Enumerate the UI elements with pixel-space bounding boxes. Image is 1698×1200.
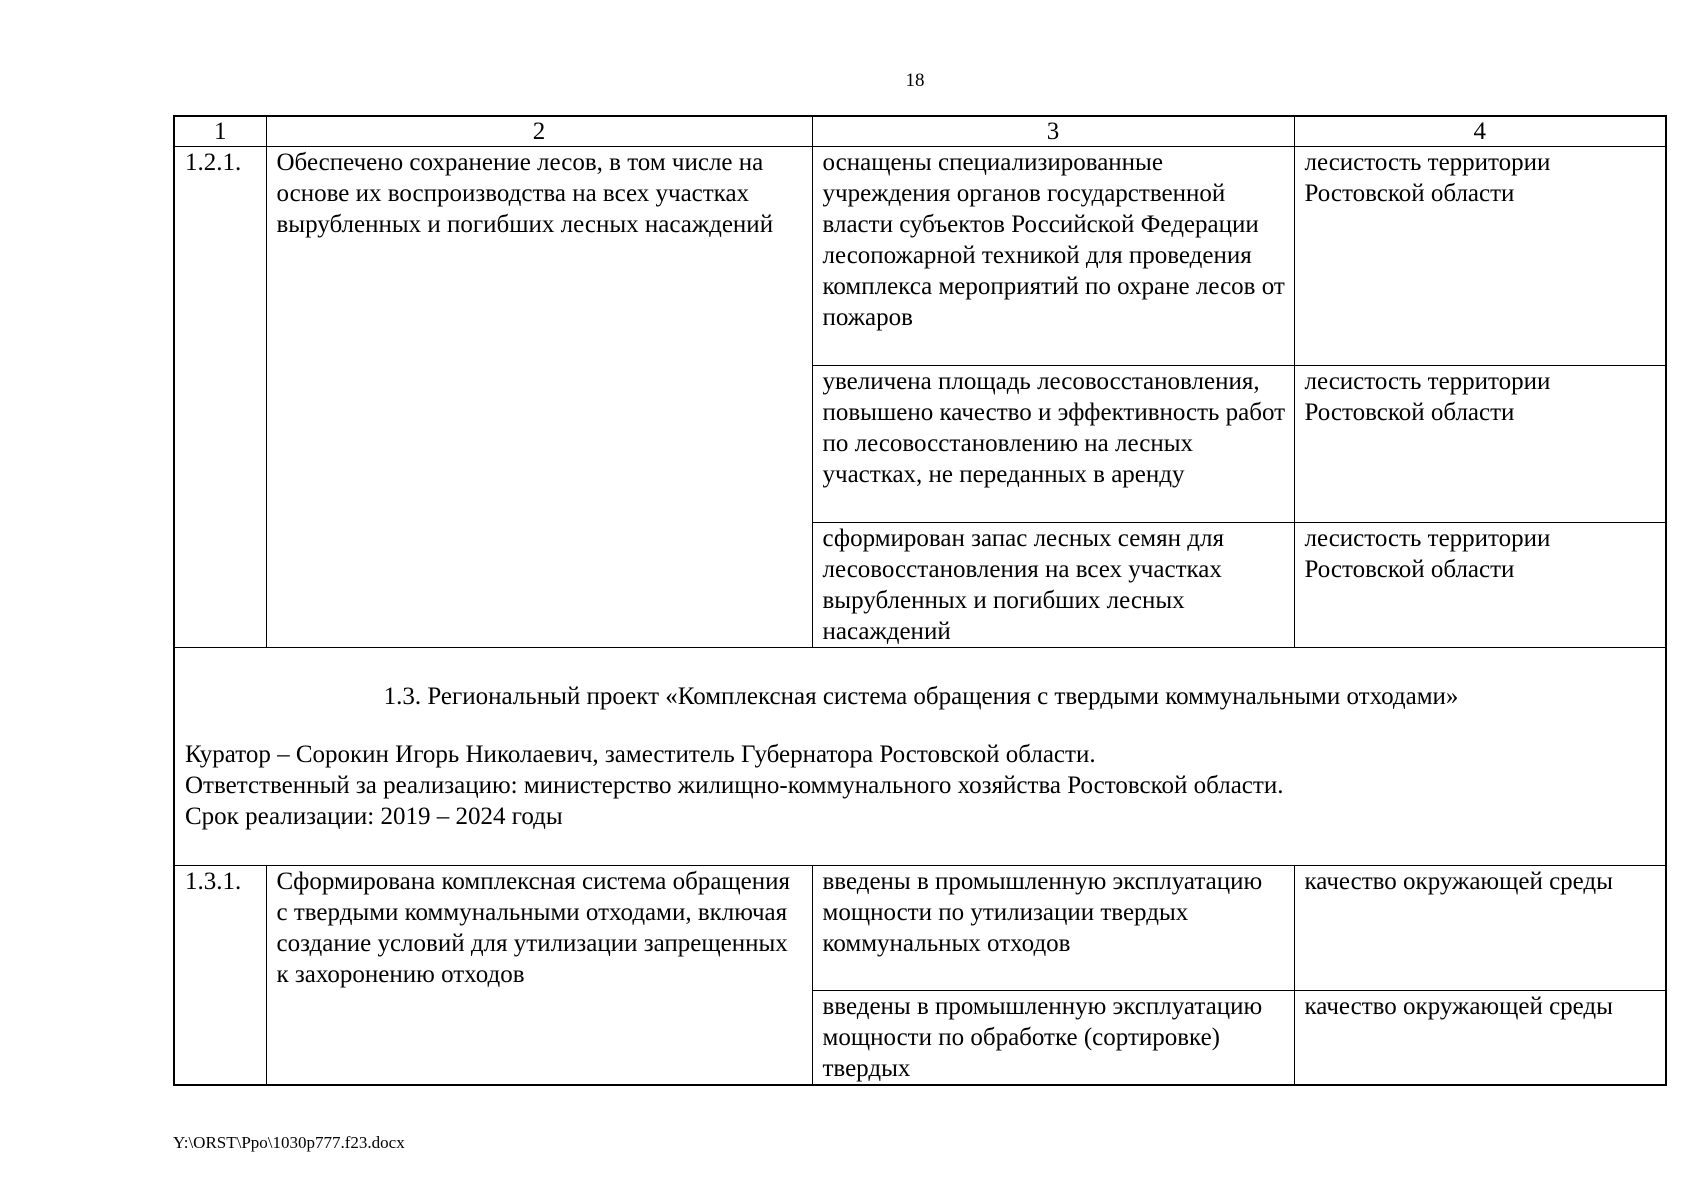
result-cell: сформирован запас лесных семян для лесовосстановления на всех участках вырубленных и погибших лесных насаждений	[812, 523, 1294, 648]
row-number: 1.2.1.	[174, 147, 266, 648]
section-term: Срок реализации: 2019 – 2024 годы	[185, 803, 563, 830]
indicator-cell: качество окружающей среды	[1294, 991, 1666, 1086]
section-cell	[174, 648, 1666, 866]
indicator-cell: лесистость территории Ростовской области	[1294, 523, 1666, 648]
table-header-row	[174, 116, 1666, 147]
indicator-cell: лесистость территории Ростовской области	[1294, 366, 1666, 523]
page-number: 18	[905, 70, 925, 91]
indicator-cell: лесистость территории Ростовской области	[1294, 147, 1666, 366]
section-row	[174, 648, 1666, 866]
header-col-1: 1	[174, 116, 266, 147]
header-col-2: 2	[266, 116, 812, 147]
result-cell: оснащены специализированные учреждения органов государственной власти субъектов Российской Федерации лесопожарной техникой для проведения комплекса мероприятий по охране лесов от пожаров	[812, 147, 1294, 366]
header-col-4: 4	[1294, 116, 1666, 147]
task-cell: Обеспечено сохранение лесов, в том числе на основе их воспроизводства на всех участках вырубленных и погибших лесных насаждений	[266, 147, 812, 648]
table-row	[174, 866, 1666, 991]
row-number: 1.3.1.	[174, 866, 266, 1086]
task-cell: Сформирована комплексная система обращения с твердыми коммунальными отходами, включая создание условий для утилизации запрещенных к захоронению отходов	[266, 866, 812, 1086]
section-responsible: Ответственный за реализацию: министерство жилищно-коммунального хозяйства Ростовской области.	[185, 772, 1284, 799]
results-table	[173, 115, 1667, 1086]
result-cell: увеличена площадь лесовосстановления, повышено качество и эффективность работ по лесовосстановлению на лесных участках, не переданных в аренду	[812, 366, 1294, 523]
file-path-footer: Y:\ORST\Ppo\1030p777.f23.docx	[173, 1133, 405, 1152]
section-title: 1.3. Региональный проект «Комплексная система обращения с твердыми коммунальными отходами»	[383, 683, 1459, 710]
result-cell: введены в промышленную эксплуатацию мощности по обработке (сортировке) твердых	[812, 991, 1294, 1086]
result-cell: введены в промышленную эксплуатацию мощности по утилизации твердых коммунальных отходов	[812, 866, 1294, 991]
indicator-cell: качество окружающей среды	[1294, 866, 1666, 991]
header-col-3: 3	[812, 116, 1294, 147]
section-curator: Куратор – Сорокин Игорь Николаевич, заместитель Губернатора Ростовской области.	[185, 741, 1096, 768]
table-row	[174, 147, 1666, 366]
